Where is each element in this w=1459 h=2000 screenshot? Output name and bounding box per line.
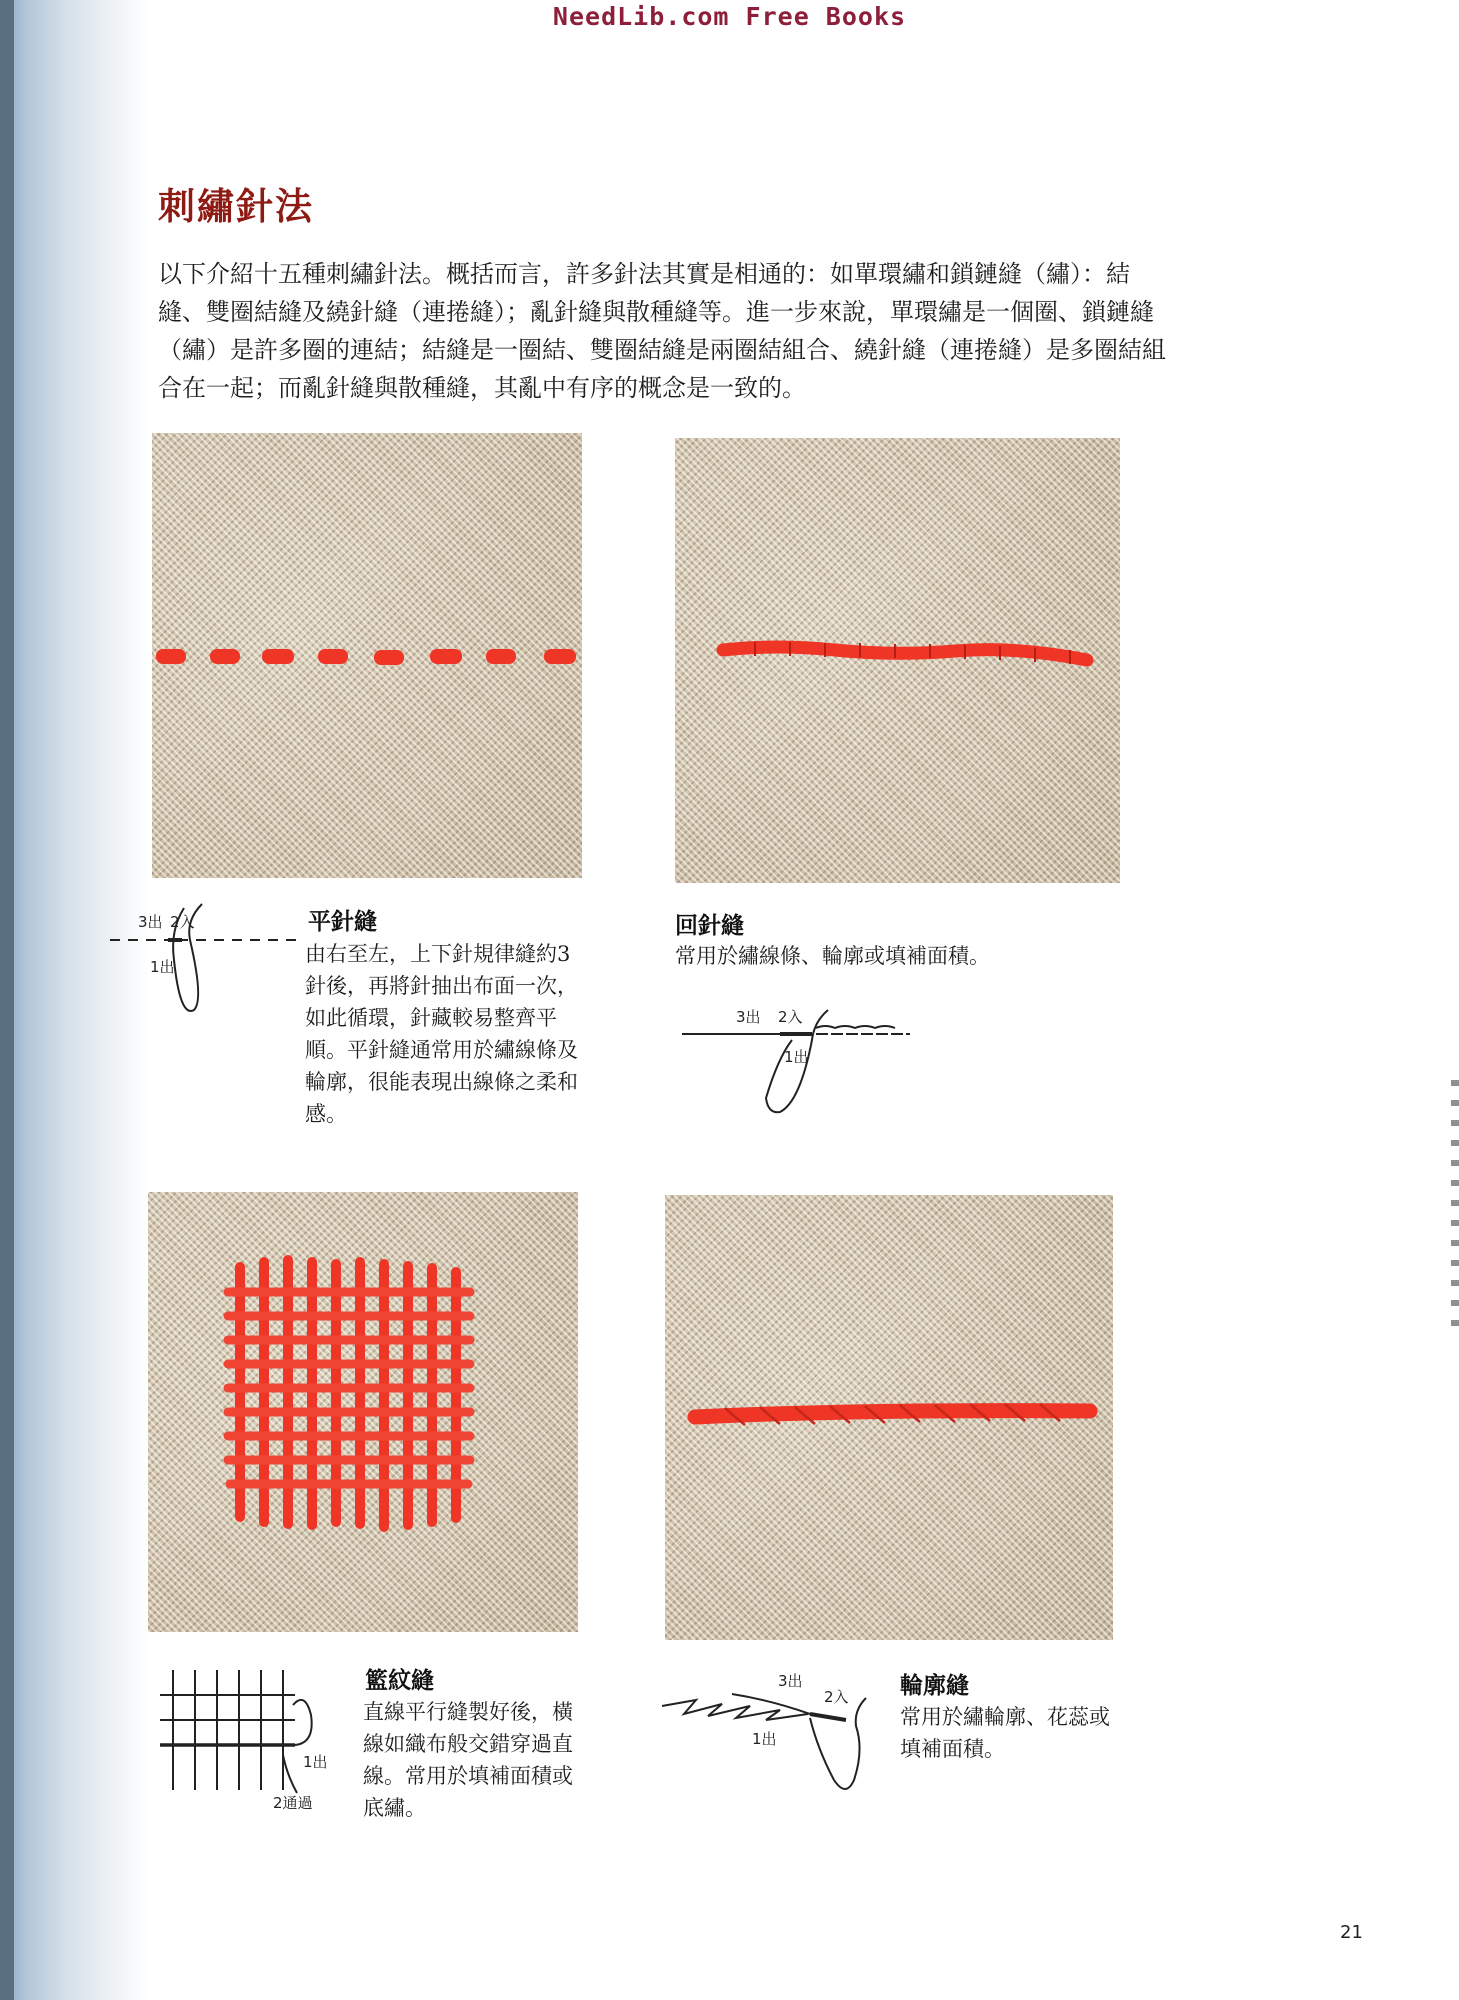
- running-stitch-name: 平針縫: [308, 909, 377, 935]
- running-stitch-diagram: [108, 900, 303, 1025]
- running-stitch-description: 由右至左，上下針規律縫約3針後，再將針抽出布面一次，如此循環，針藏較易整齊平順。平針縫通常用於繡線條及輪廓，很能表現出線條之柔和感。: [305, 942, 578, 1126]
- stem-stitch-photo: [665, 1195, 1113, 1640]
- back-stitch-thread: [675, 438, 1120, 883]
- running-stitch-label-2: 2入: [170, 913, 195, 931]
- running-stitch-photo: [152, 433, 582, 878]
- back-stitch-photo: [675, 438, 1120, 883]
- back-stitch-label-2: 2入: [778, 1008, 803, 1026]
- running-stitch-thread: [152, 433, 582, 878]
- stem-stitch-label-1: 1出: [752, 1730, 777, 1748]
- stem-stitch-label-2: 2入: [824, 1688, 849, 1706]
- page-edge-marks: [1451, 1080, 1459, 1340]
- basket-stitch-label-2: 2通過: [273, 1794, 313, 1812]
- basket-stitch-diagram: [155, 1665, 355, 1815]
- stem-stitch-description: 常用於繡輪廓、花蕊或填補面積。: [900, 1705, 1110, 1761]
- back-stitch-description: 常用於繡線條、輪廓或填補面積。: [675, 944, 990, 968]
- stem-stitch-label-3: 3出: [778, 1672, 803, 1690]
- basket-stitch-photo: [148, 1192, 578, 1632]
- stem-stitch-name: 輪廓縫: [900, 1673, 969, 1699]
- intro-paragraph: 以下介紹十五種刺繡針法。概括而言，許多針法其實是相通的：如單環繡和鎖鏈縫（繡）：結縫、雙圈結縫及繞針縫（連捲縫）；亂針縫與散種縫等。進一步來說，單環繡是一個圈、鎖鏈縫（繡）是許多圈的連結；結縫是一圈結、雙圈結縫是兩圈結組合、繞針縫（連捲縫）是多圈結組合在一起；而亂針縫與散種縫，其亂中有序的概念是一致的。: [158, 260, 1166, 402]
- basket-stitch-label-1: 1出: [303, 1753, 328, 1771]
- back-stitch-label-1: 1出: [784, 1048, 809, 1066]
- page-title: 刺繡針法: [158, 185, 314, 228]
- basket-stitch-thread: [148, 1192, 578, 1632]
- stem-stitch-thread: [665, 1195, 1113, 1640]
- back-stitch-diagram: [680, 1002, 925, 1117]
- basket-stitch-name: 籃紋縫: [365, 1668, 434, 1694]
- back-stitch-name: 回針縫: [675, 913, 744, 939]
- book-spine-edge: [0, 0, 14, 2000]
- running-stitch-label-1: 1出: [150, 958, 175, 976]
- page-number: 21: [1340, 1922, 1363, 1943]
- running-stitch-label-3: 3出: [138, 913, 163, 931]
- stem-stitch-diagram: [660, 1670, 895, 1805]
- back-stitch-label-3: 3出: [736, 1008, 761, 1026]
- watermark: NeedLib.com Free Books: [552, 2, 907, 31]
- basket-stitch-description: 直線平行縫製好後，橫線如織布般交錯穿過直線。常用於填補面積或底繡。: [363, 1700, 573, 1820]
